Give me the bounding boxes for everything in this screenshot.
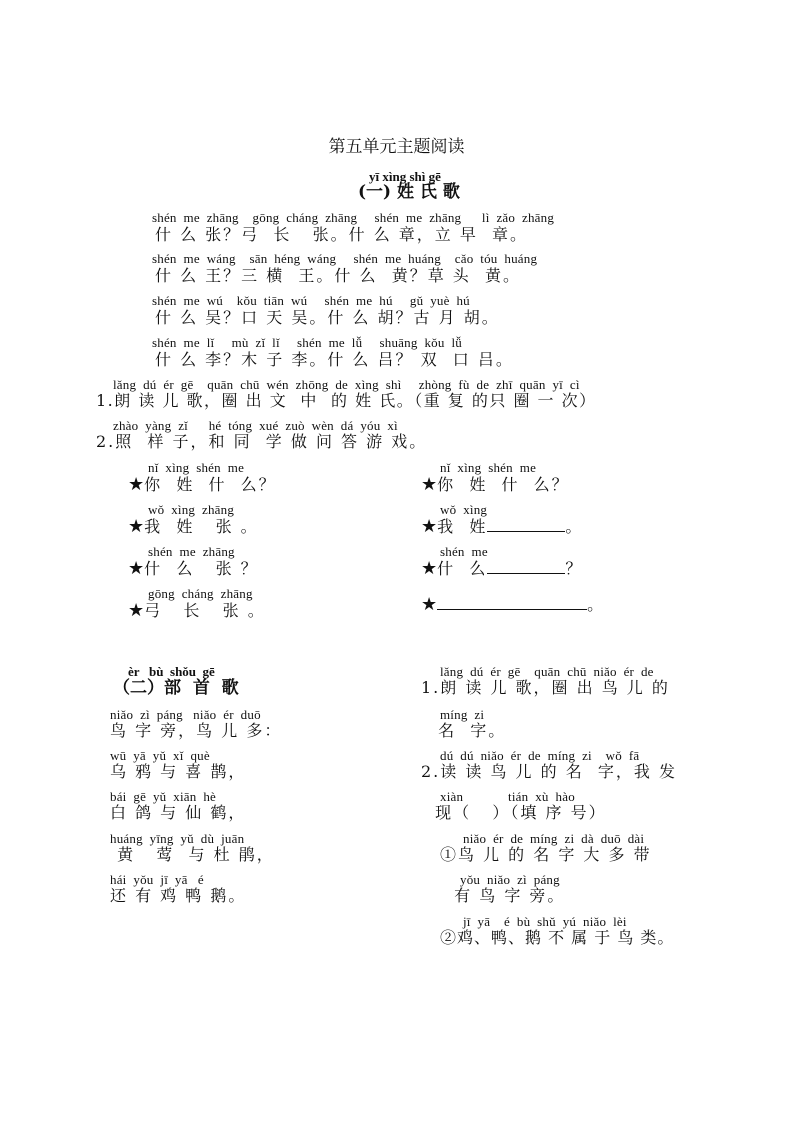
poem-pinyin-1: shén me zhāng gōng cháng zhāng shén me zhāng lì zǎo zhāng: [152, 210, 555, 225]
sec2-opt2-pinyin: jī yā é bù shǔ yú niǎo lèi: [463, 914, 627, 929]
poem-line-3: 什 么 吴？口 天 吴。什 么 胡？古 月 胡。: [155, 308, 500, 327]
star-icon: ★: [128, 558, 145, 579]
sec2-q2b: 现（ ）（填 序 号）: [421, 803, 607, 822]
star-icon: ★: [421, 516, 438, 537]
dialog-right-pinyin-2: wǒ xìng: [440, 502, 488, 517]
question-1-pinyin: lǎng dú ér gē quān chū wén zhōng de xìng shì zhòng fù de zhī quān yī cì: [113, 377, 580, 392]
dialog-left-text-4: 弓 长 张 。: [144, 601, 266, 620]
dialog-left-pinyin-1: nǐ xìng shén me: [148, 460, 245, 475]
sec1-heading: (一) 姓 氏 歌: [358, 182, 460, 202]
sec2-pinyin-4: huáng yīng yǔ dù juān: [110, 831, 245, 846]
sec2-q2-pinyin: dú dú niǎo ér de míng zi wǒ fā: [440, 748, 640, 763]
dialog-left-text-2: 我 姓 张 。: [144, 517, 259, 536]
sec2-opt1-pinyin: niǎo ér de míng zi dà duō dài: [463, 831, 645, 846]
question-1: 1.朗 读 儿 歌，圈 出 文 中 的 姓 氏。（重 复 的只 圈 一 次）: [96, 391, 597, 410]
sec2-opt1: ①鸟 儿 的 名 字 大 多 带: [440, 845, 652, 864]
dialog-right-end-3: ？: [565, 559, 584, 578]
dialog-right-row-3: [421, 559, 583, 578]
sec2-line-1: 鸟 字 旁，鸟 儿 多：: [110, 721, 283, 740]
sec2-q1: 1.朗 读 儿 歌，圈 出 鸟 儿 的: [421, 678, 670, 697]
poem-pinyin-3: shén me wú kǒu tiān wú shén me hú gǔ yuè hú: [152, 293, 470, 308]
dialog-right-row-1: [421, 475, 570, 494]
poem-pinyin-4: shén me lǐ mù zǐ lǐ shén me lǚ shuāng kǒu lǚ: [152, 335, 462, 350]
star-icon: ★: [421, 594, 438, 615]
dialog-right-text-3: 什 么: [437, 559, 488, 578]
dialog-right-text-2: 我 姓: [437, 517, 488, 536]
dialog-right-pinyin-3: shén me: [440, 544, 488, 559]
question-2: 2.照 样 子，和 同 学 做 问 答 游 戏。: [96, 432, 428, 451]
dialog-left-text-1: 你 姓 什 么？: [144, 475, 277, 494]
sec2-pinyin-2: wū yā yǔ xǐ què: [110, 748, 210, 763]
sec1-heading-pinyin: yī xìng shì gē: [369, 169, 441, 184]
sec2-opt1b: 有 鸟 字 旁。: [440, 886, 566, 905]
dialog-left-pinyin-3: shén me zhāng: [148, 544, 235, 559]
question-2-pinyin: zhào yàng zǐ hé tóng xué zuò wèn dá yóu xì: [113, 418, 398, 433]
star-icon: ★: [128, 600, 145, 621]
sec2-q1-pinyin: lǎng dú ér gē quān chū niǎo ér de: [440, 664, 654, 679]
star-icon: ★: [421, 558, 438, 579]
sec2-pinyin-5: hái yǒu jī yā é: [110, 872, 204, 887]
sec2-line-5: 还 有 鸡 鸭 鹅。: [110, 886, 247, 905]
dialog-left-text-3: 什 么 张 ？: [144, 559, 259, 578]
star-icon: ★: [421, 474, 438, 495]
sec2-heading-pinyin: èr bù shǒu gē: [128, 664, 215, 679]
sec2-line-4: 黄 莺 与 杜 鹃，: [110, 845, 275, 864]
sec2-line-2: 乌 鸦 与 喜 鹊，: [110, 762, 247, 781]
dialog-left-row-3: [128, 559, 259, 578]
dialog-left-row-2: [128, 517, 259, 536]
sec2-opt1b-pinyin: yǒu niǎo zì páng: [460, 872, 560, 887]
dialog-right-row-2: [421, 517, 583, 536]
answer-blank[interactable]: [487, 518, 565, 532]
dialog-right-text-1: 你 姓 什 么？: [437, 475, 570, 494]
dialog-left-row-1: [128, 475, 277, 494]
star-icon: ★: [128, 516, 145, 537]
dialog-left-pinyin-4: gōng cháng zhāng: [148, 586, 253, 601]
answer-blank[interactable]: [437, 596, 587, 610]
dialog-right-end-2: 。: [565, 517, 584, 536]
poem-line-1: 什 么 张？弓 长 张。什 么 章，立 早 章。: [155, 225, 529, 244]
sec2-pinyin-3: bái gē yǔ xiān hè: [110, 789, 217, 804]
dialog-right-pinyin-1: nǐ xìng shén me: [440, 460, 537, 475]
sec2-q2: 2.读 读 鸟 儿 的 名 字，我 发: [421, 762, 677, 781]
poem-line-2: 什 么 王？三 横 王。什 么 黄？草 头 黄。: [155, 266, 521, 285]
dialog-right-end-4: 。: [587, 595, 606, 614]
dialog-left-row-4: [128, 601, 266, 620]
sec2-opt2: ②鸡、鸭、鹅 不 属 于 鸟 类。: [440, 928, 675, 947]
poem-line-4: 什 么 李？木 子 李。什 么 吕？ 双 口 吕。: [155, 350, 514, 369]
sec2-q1b: 名 字。: [431, 721, 507, 740]
dialog-left-pinyin-2: wǒ xìng zhāng: [148, 502, 235, 517]
poem-pinyin-2: shén me wáng sān héng wáng shén me huáng cǎo tóu huáng: [152, 251, 538, 266]
sec2-heading: （二）部 首 歌: [113, 678, 239, 698]
sec2-pinyin-1: niǎo zì páng niǎo ér duō: [110, 707, 261, 722]
sec2-q2b-pinyin: xiàn tián xù hào: [440, 789, 575, 804]
dialog-right-row-4: [421, 595, 605, 614]
answer-blank[interactable]: [487, 560, 565, 574]
sec2-q1b-pinyin: míng zi: [440, 707, 485, 722]
sec2-line-3: 白 鸽 与 仙 鹤，: [110, 803, 247, 822]
star-icon: ★: [128, 474, 145, 495]
page-title: 第五单元主题阅读: [328, 137, 465, 157]
